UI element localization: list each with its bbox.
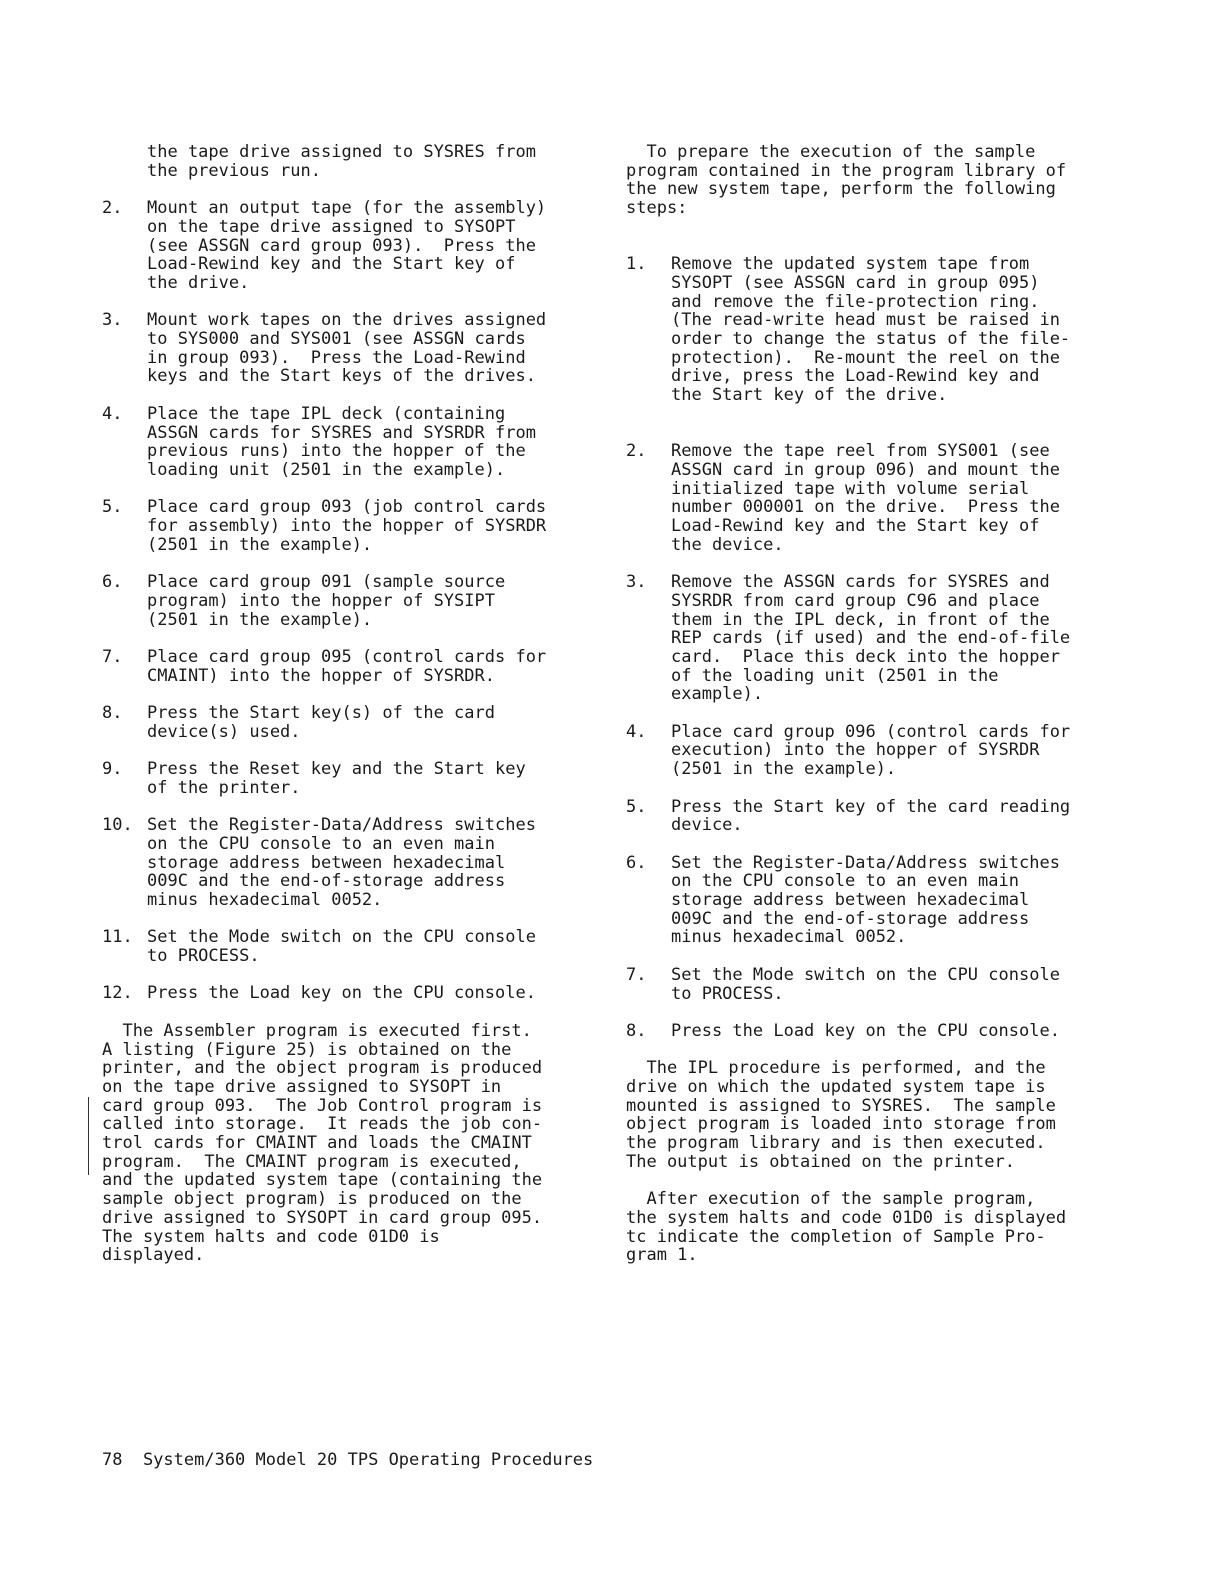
step-text: Place card group 093 (job control cards for assembly) into the hopper of SYSRDR (2501 in the example).: [147, 497, 547, 555]
right-step-4: [626, 723, 1121, 779]
step-number: 9.: [102, 759, 123, 780]
step-text: Place card group 096 (control cards for execution) into the hopper of SYSRDR (2501 in the example).: [671, 721, 1071, 780]
step-number: 4.: [626, 721, 647, 742]
left-step-6: [102, 573, 597, 629]
step-text: Press the Start key(s) of the card device(s) used.: [147, 702, 495, 742]
step-text: Set the Mode switch on the CPU console to PROCESS.: [147, 927, 536, 967]
right-step-6: [626, 854, 1121, 948]
left-step-3: [102, 311, 597, 386]
left-step-2: [102, 199, 597, 293]
step-text: Set the Register-Data/Address switches on the CPU console to an even main storage address between hexadecimal 009C and the end-of-storage address minus hexadecimal 0052.: [671, 852, 1060, 948]
right-step-7: [626, 966, 1121, 1003]
right-step-3: [626, 573, 1121, 704]
step-number: 6.: [102, 572, 123, 593]
step-number: 5.: [626, 796, 647, 817]
step-text: Set the Register-Data/Address switches on the CPU console to an even main storage address between hexadecimal 009C and the end-of-storage address minus hexadecimal 0052.: [147, 815, 536, 910]
step-number: 12.: [102, 983, 133, 1004]
left-step-7: [102, 648, 597, 685]
left-step-11: [102, 928, 597, 965]
right-intro: To prepare the execution of the sample program contained in the program library of the new system tape, perform the following steps:: [626, 142, 1067, 219]
step-text: Set the Mode switch on the CPU console to PROCESS.: [671, 964, 1060, 1004]
step-number: 10.: [102, 815, 133, 836]
right-step-1: [626, 255, 1121, 405]
right-step-5: [626, 798, 1121, 835]
step-text: Press the Start key of the card reading device.: [671, 796, 1071, 836]
step-number: 7.: [102, 646, 123, 667]
right-column: [626, 143, 1121, 1265]
step-number: 6.: [626, 852, 647, 873]
step-text: Press the Load key on the CPU console.: [147, 983, 536, 1004]
step-number: 3.: [626, 572, 647, 593]
step-number: 4.: [102, 403, 123, 424]
left-column: [102, 143, 597, 1265]
right-step-2: [626, 442, 1121, 554]
right-step-8: [626, 1022, 1121, 1041]
right-paragraph-1: The IPL procedure is performed, and the drive on which the updated system tape is mounted is assigned to SYSRES. The sample object program is loaded into storage from the program library and is then executed. The output is obtained on the printer.: [626, 1058, 1056, 1172]
left-step-8: [102, 704, 597, 741]
left-step-10: [102, 816, 597, 910]
left-step-4: [102, 405, 597, 480]
step-number: 5.: [102, 497, 123, 518]
step-number: 11.: [102, 927, 133, 948]
step-1-continuation: the tape drive assigned to SYSRES from the previous run.: [147, 142, 536, 181]
step-number: 3.: [102, 310, 123, 331]
left-step-9: [102, 760, 597, 797]
step-number: 1.: [626, 254, 647, 275]
change-bar: [88, 1097, 89, 1175]
step-text: Place card group 091 (sample source program) into the hopper of SYSIPT (2501 in the example).: [147, 572, 506, 630]
page-footer: 78 System/360 Model 20 TPS Operating Procedures: [102, 1450, 594, 1470]
left-paragraph: The Assembler program is executed first. A listing (Figure 25) is obtained on the printer, and the object program is produced on the tape drive assigned to SYSOPT in card group 093. The Job Control program is called into storage. It reads the job con- trol cards for CMAINT and loads the CMAINT program. The CMAINT program is executed, and the updated system tape (containing the sample object program) is produced on the drive assigned to SYSOPT in card group 095. The system halts and code 01D0 is displayed.: [102, 1020, 543, 1266]
step-text: Press the Reset key and the Start key of the printer.: [147, 759, 526, 798]
step-text: Press the Load key on the CPU console.: [671, 1020, 1060, 1041]
right-paragraph-2: After execution of the sample program, the system halts and code 01D0 is displayed tc indicate the completion of Sample Pro- gram 1.: [626, 1189, 1067, 1266]
step-text: Mount an output tape (for the assembly) on the tape drive assigned to SYSOPT (see ASSGN card group 093). Press the Load-Rewind key and the Start key of the drive.: [147, 198, 547, 293]
step-number: 8.: [626, 1020, 647, 1041]
step-number: 7.: [626, 964, 647, 985]
step-text: Place the tape IPL deck (containing ASSGN cards for SYSRES and SYSRDR from previous runs) into the hopper of the loading unit (2501 in the example).: [147, 403, 536, 480]
step-text: Remove the ASSGN cards for SYSRES and SYSRDR from card group C96 and place them in the IPL deck, in front of the REP cards (if used) and the end-of-file card. Place this deck into the hopper of the loading unit (2501 in the example).: [671, 572, 1071, 705]
left-step-5: [102, 498, 597, 554]
step-text: Remove the updated system tape from SYSOPT (see ASSGN card in group 095) and remove the file-protection ring. (The read-write head must be raised in order to change the status of the file- protection). Re-mount the reel on the drive, press the Load-Rewind key and the Start key of the drive.: [671, 254, 1071, 406]
left-step-12: [102, 984, 597, 1003]
step-number: 2.: [626, 441, 647, 462]
step-text: Mount work tapes on the drives assigned to SYS000 and SYS001 (see ASSGN cards in group 093). Press the Load-Rewind keys and the Start keys of the drives.: [147, 310, 547, 387]
step-text: Remove the tape reel from SYS001 (see ASSGN card in group 096) and mount the initialized tape with volume serial number 000001 on the drive. Press the Load-Rewind key and the Start key of the device.: [671, 441, 1060, 555]
step-text: Place card group 095 (control cards for CMAINT) into the hopper of SYSRDR.: [147, 646, 547, 686]
step-number: 2.: [102, 198, 123, 219]
step-number: 8.: [102, 702, 123, 723]
